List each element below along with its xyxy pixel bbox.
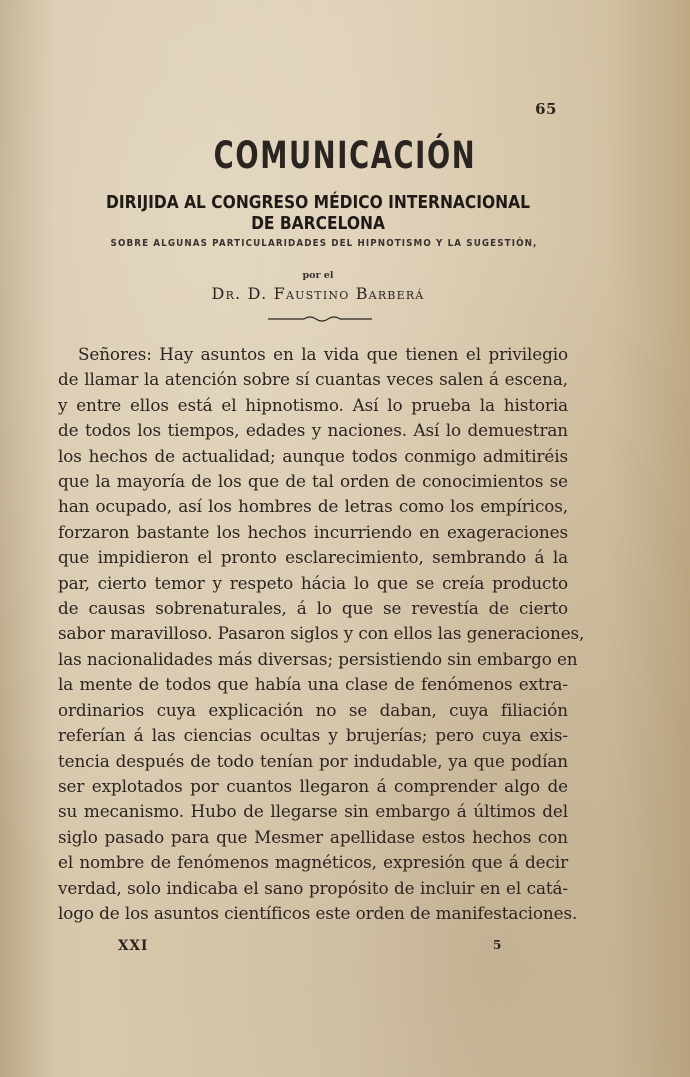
body-line: tencia después de todo tenían por indudable, ya que podían (58, 750, 568, 771)
body-line: que impidieron el pronto esclarecimiento, sembrando á la (58, 547, 568, 568)
body-line: sabor maravilloso. Pasaron siglos y con ellos las generaciones, (58, 623, 585, 644)
topic-line: SOBRE ALGUNAS PARTICULARIDADES DEL HIPNOTISMO Y LA SUGESTIÓN, (110, 238, 538, 249)
body-line: Señores: Hay asuntos en la vida que tienen el privilegio (78, 344, 568, 364)
body-line: forzaron bastante los hechos incurriendo en exageraciones (58, 521, 568, 542)
body-line: referían á las ciencias ocultas y brujerías; pero cuya exis- (58, 725, 568, 746)
by-line: por el (302, 270, 334, 281)
body-line: logo de los asuntos científicos este orden de manifestaciones. (58, 902, 578, 923)
author-name: Dr. D. Faustino Barberá (211, 284, 425, 303)
body-line: que la mayoría de los que de tal orden de conocimientos se (58, 471, 568, 492)
body-line: su mecanismo. Hubo de llegarse sin embargo á últimos del (58, 801, 568, 822)
page-subtitle: DIRIJIDA AL CONGRESO MÉDICO INTERNACIONAL DE BARCELONA (106, 192, 530, 234)
body-line: los hechos de actualidad; aunque todos conmigo admitiréis (58, 445, 568, 466)
body-line: par, cierto temor y respeto hácia lo que se creía producto (58, 572, 568, 593)
body-paragraph (58, 342, 585, 926)
page-title: COMUNICACIÓN (213, 134, 477, 177)
body-line: de causas sobrenaturales, á lo que se revestía de cierto (58, 598, 568, 619)
body-line: ordinarios cuya explicación no se daban, cuya filiación (58, 699, 568, 720)
body-line: siglo pasado para que Mesmer apellidase estos hechos con (58, 826, 568, 847)
body-line: de todos los tiempos, edades y naciones. Así lo demuestran (58, 420, 568, 441)
signature-mark-left: XXI (118, 938, 149, 954)
body-line: el nombre de fenómenos magnéticos, expresión que á decir (58, 852, 568, 873)
body-line: la mente de todos que había una clase de fenómenos extra- (58, 674, 568, 695)
page-number: 65 (535, 100, 557, 118)
body-line: ser explotados por cuantos llegaron á comprender algo de (58, 775, 568, 796)
body-line: de llamar la atención sobre sí cuantas veces salen á escena, (58, 369, 568, 390)
ornament-divider-icon (268, 314, 372, 324)
signature-mark-right: 5 (493, 938, 502, 952)
body-line: han ocupado, así los hombres de letras como los empíricos, (58, 496, 568, 517)
body-line: verdad, solo indicaba el sano propósito de incluir en el catá- (58, 877, 568, 898)
body-line: las nacionalidades más diversas; persistiendo sin embargo en (58, 648, 578, 669)
body-line: y entre ellos está el hipnotismo. Así lo prueba la historia (58, 394, 568, 415)
